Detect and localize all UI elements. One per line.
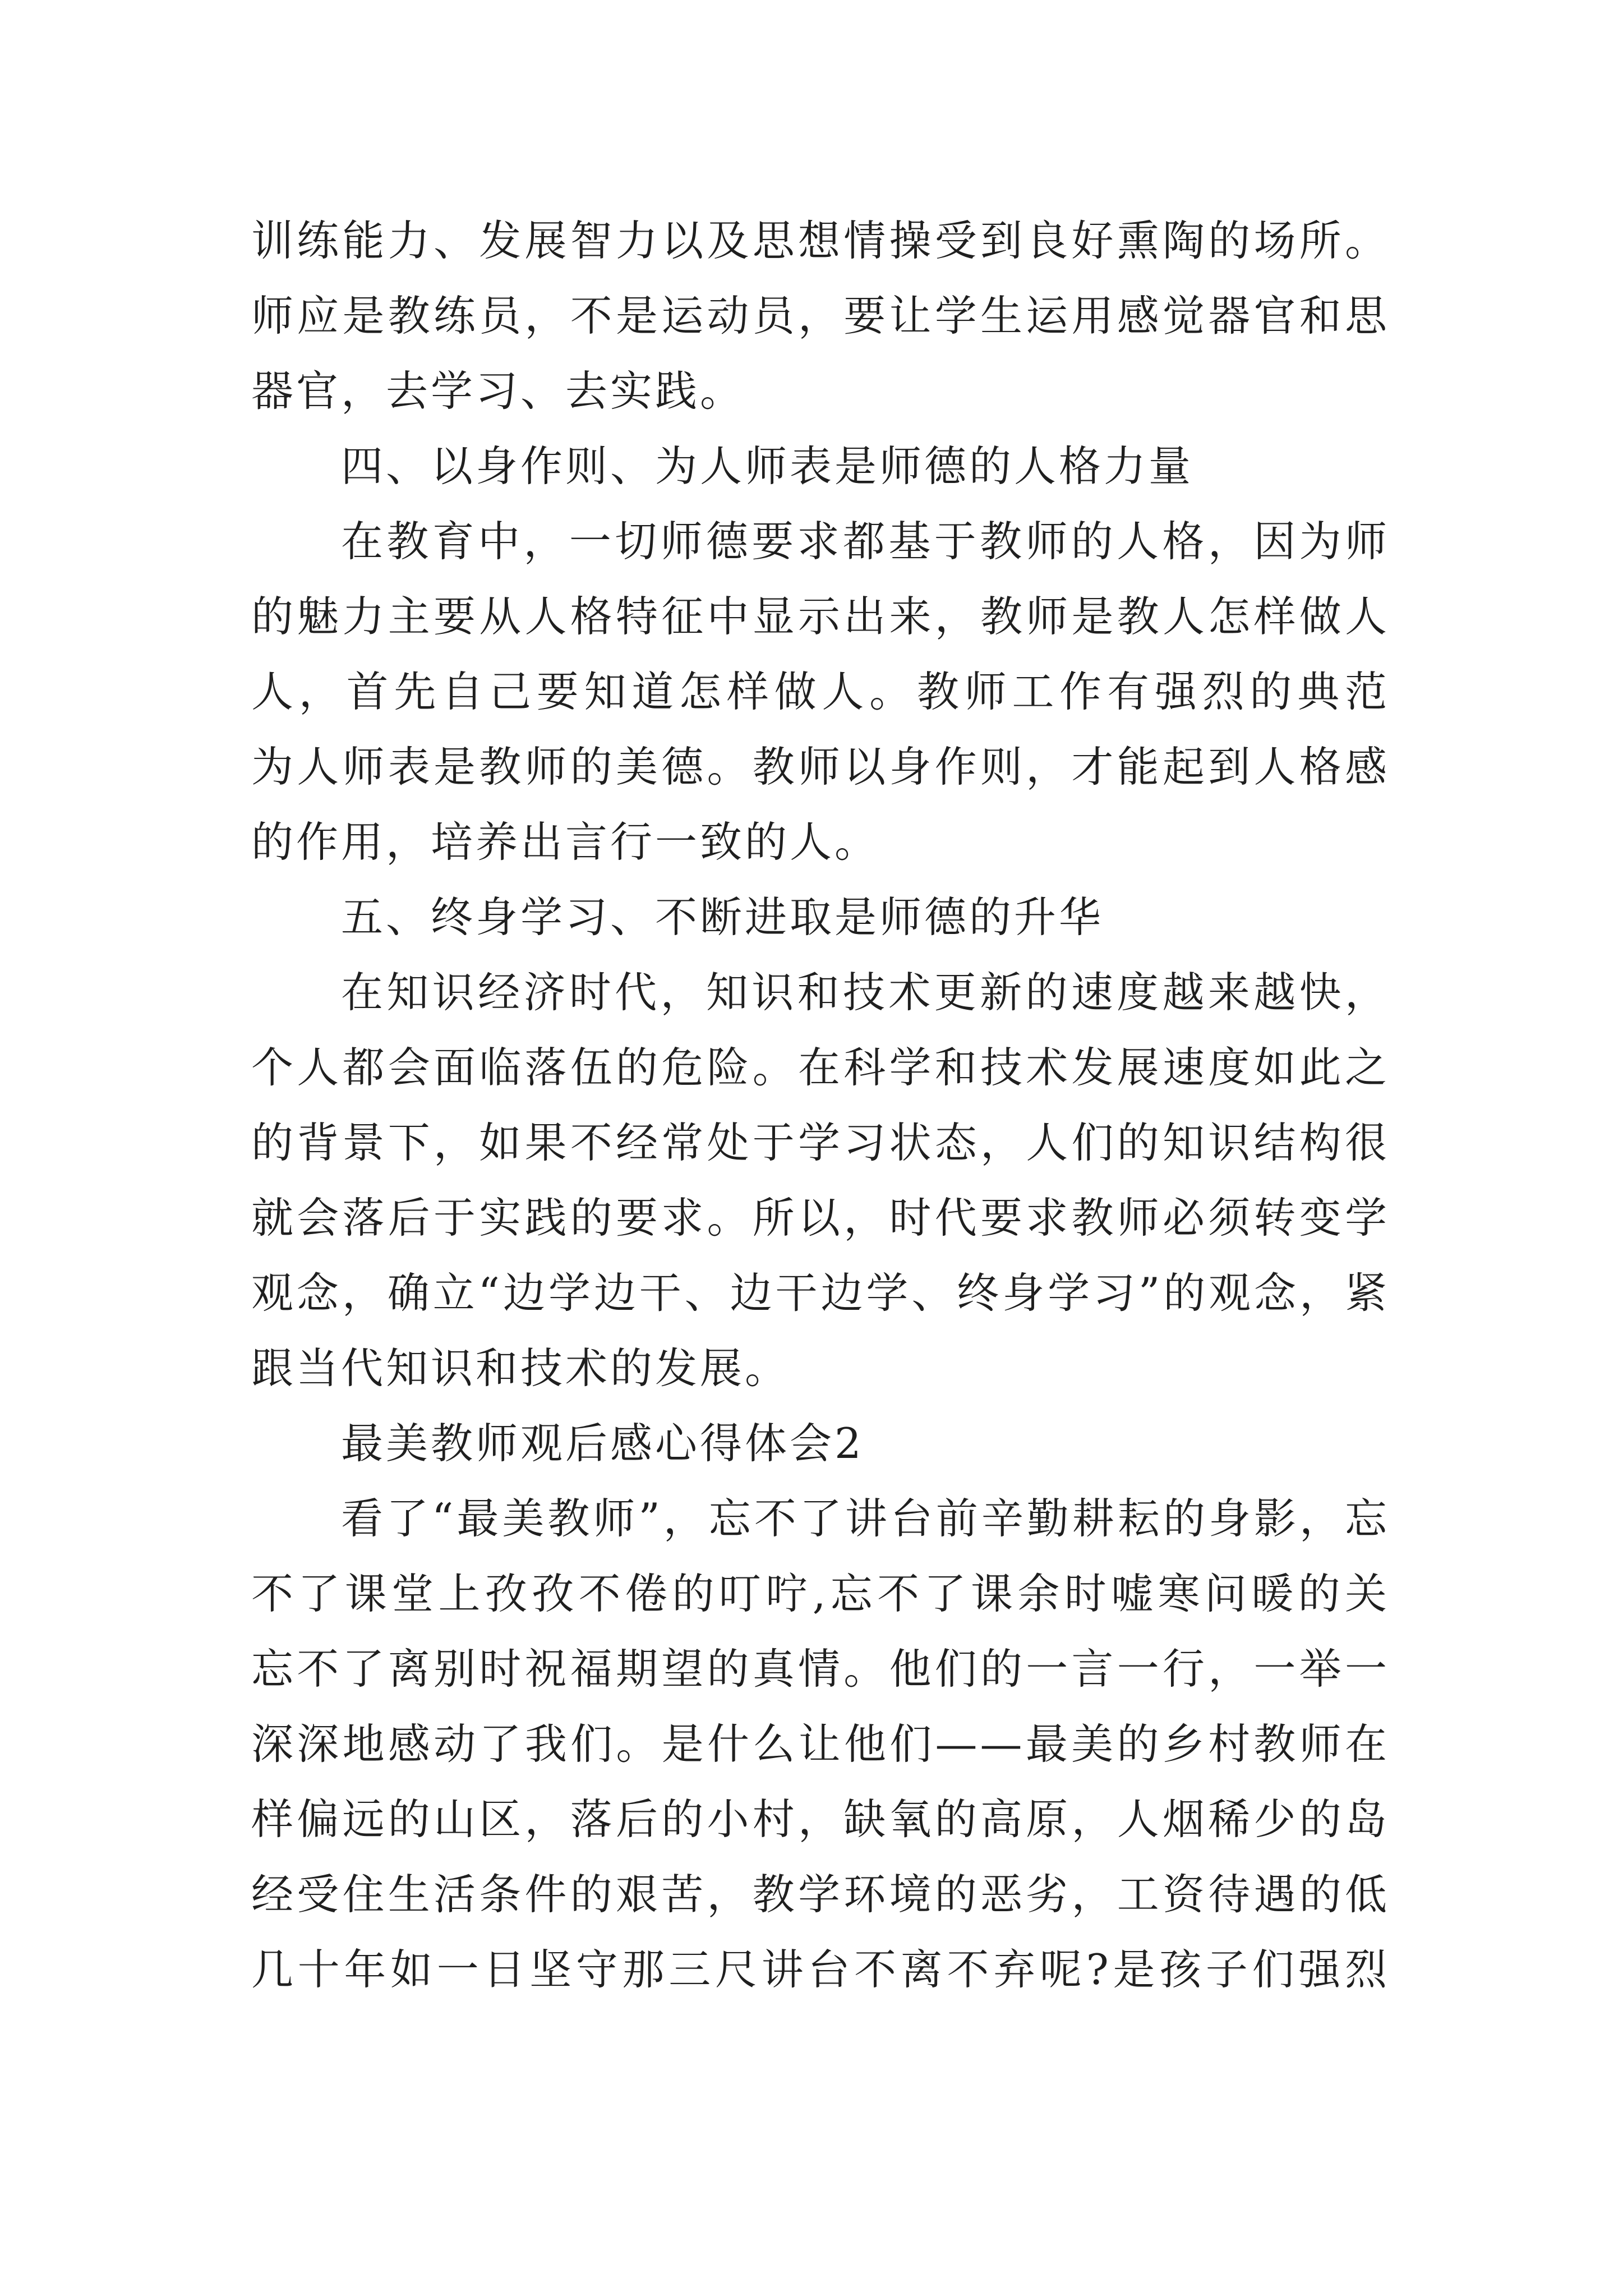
body-line: 深深地感动了我们。是什么让他们——最美的乡村教师在	[251, 1719, 1390, 1769]
body-line: 的魅力主要从人格特征中显示出来，教师是教人怎样做人	[251, 592, 1390, 641]
body-line: 几十年如一日坚守那三尺讲台不离不弃呢?是孩子们强烈	[251, 1945, 1390, 1994]
body-line: 师应是教练员，不是运动员，要让学生运用感觉器官和思	[251, 291, 1390, 341]
body-line: 训练能力、发展智力以及思想情操受到良好熏陶的场所。	[251, 216, 1390, 265]
essay-title: 最美教师观后感心得体会2	[341, 1419, 864, 1468]
document-body	[251, 203, 1390, 2007]
body-line: 的作用，培养出言行一致的人。	[251, 817, 880, 867]
section-heading: 四、以身作则、为人师表是师德的人格力量	[341, 441, 1194, 491]
body-line: 个人都会面临落伍的危险。在科学和技术发展速度如此之	[251, 1043, 1390, 1092]
body-line: 忘不了离别时祝福期望的真情。他们的一言一行，一举一	[251, 1644, 1390, 1694]
body-line: 样偏远的山区，落后的小村，缺氧的高原，人烟稀少的岛	[251, 1795, 1390, 1844]
body-line: 人，首先自己要知道怎样做人。教师工作有强烈的典范	[251, 667, 1390, 716]
body-line: 跟当代知识和技术的发展。	[251, 1343, 790, 1393]
section-heading: 五、终身学习、不断进取是师德的升华	[341, 892, 1104, 942]
body-line: 为人师表是教师的美德。教师以身作则，才能起到人格感	[251, 742, 1390, 792]
body-line: 经受住生活条件的艰苦，教学环境的恶劣，工资待遇的低	[251, 1870, 1390, 1919]
body-line: 就会落后于实践的要求。所以，时代要求教师必须转变学	[251, 1193, 1390, 1243]
body-line: 看了“最美教师”，忘不了讲台前辛勤耕耘的身影，忘	[341, 1494, 1390, 1543]
body-line: 器官，去学习、去实践。	[251, 366, 745, 416]
body-line: 不了课堂上孜孜不倦的叮咛,忘不了课余时嘘寒问暖的关	[251, 1569, 1390, 1618]
body-line: 观念，确立“边学边干、边干边学、终身学习”的观念，紧	[251, 1268, 1390, 1318]
body-line: 在知识经济时代，知识和技术更新的速度越来越快，	[341, 968, 1390, 1017]
body-line: 在教育中，一切师德要求都基于教师的人格，因为师	[341, 517, 1390, 566]
body-line: 的背景下，如果不经常处于学习状态，人们的知识结构很	[251, 1118, 1390, 1167]
